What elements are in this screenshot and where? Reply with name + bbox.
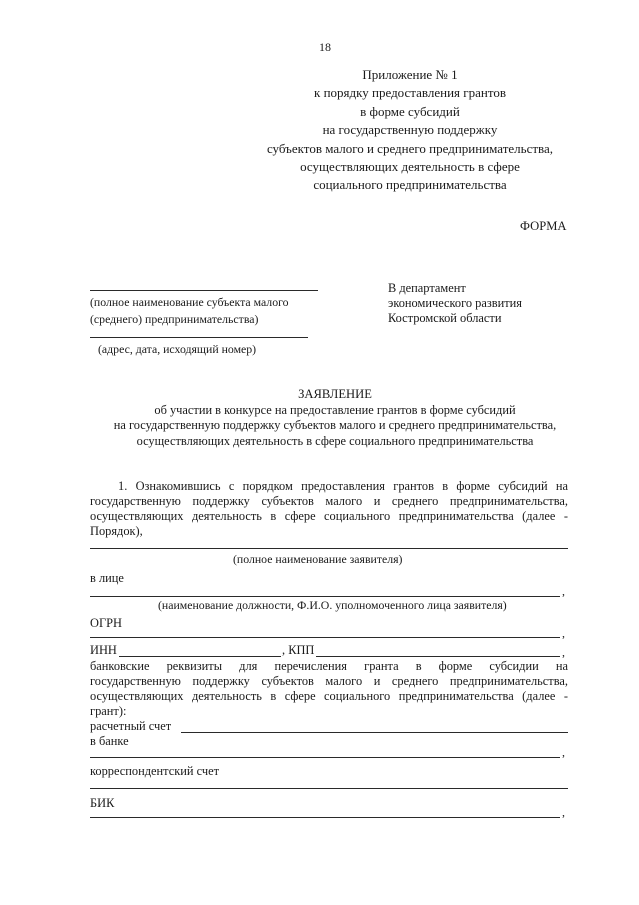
statement-title <box>60 387 610 449</box>
representative-caption: (наименование должности, Ф.И.О. уполномоченного лица заявителя) <box>158 598 507 612</box>
account-label: расчетный счет <box>90 719 172 733</box>
statement-subtitle: об участии в конкурсе на предоставление грантов в форме субсидий <box>154 402 516 417</box>
comma: , <box>562 645 565 659</box>
statement-subtitle: осуществляющих деятельность в сфере социального предпринимательства <box>136 433 534 448</box>
applicant-address-line <box>90 337 308 338</box>
paragraph-line: Порядок), <box>90 524 143 538</box>
comma: , <box>562 805 565 819</box>
appendix-line: к порядку предоставления грантов <box>314 85 506 101</box>
applicant-name-line <box>90 290 318 291</box>
paragraph-line: государственную поддержку субъектов малого и среднего предпринимательства, <box>90 494 568 508</box>
appendix-line: в форме субсидий <box>360 103 460 119</box>
recipient-line: Костромской области <box>388 311 502 325</box>
paragraph-line: 1. Ознакомившись с порядком предоставления грантов в форме субсидий на <box>118 479 568 493</box>
ogrn-field[interactable] <box>90 637 560 638</box>
kpp-label: , КПП <box>282 643 315 657</box>
bank-details-line: грант): <box>90 704 127 718</box>
comma: , <box>562 745 565 759</box>
applicant-full-name-field[interactable] <box>90 548 568 549</box>
bank-details-line: государственную поддержку субъектов малого и среднего предпринимательства, <box>90 674 568 688</box>
applicant-full-name-caption: (полное наименование заявителя) <box>233 552 403 566</box>
applicant-address-caption: (адрес, дата, исходящий номер) <box>98 342 257 356</box>
inn-label: ИНН <box>90 643 117 657</box>
comma: , <box>562 584 565 598</box>
applicant-name-caption: (полное наименование субъекта малого <box>90 295 289 309</box>
appendix-line: осуществляющих деятельность в сфере <box>300 159 520 175</box>
appendix-header <box>200 66 620 195</box>
comma: , <box>562 626 565 640</box>
form-label: ФОРМА <box>520 219 567 233</box>
recipient-line: экономического развития <box>388 296 522 310</box>
appendix-line: Приложение № 1 <box>362 67 458 82</box>
recipient-line: В департамент <box>388 281 466 295</box>
kpp-field[interactable] <box>316 656 560 657</box>
in-person-label: в лице <box>90 571 124 585</box>
bik-field[interactable] <box>90 817 560 818</box>
bank-details-line: банковские реквизиты для перечисления гранта в форме субсидии на <box>90 659 568 673</box>
bank-field[interactable] <box>90 757 560 758</box>
bik-label: БИК <box>90 796 115 810</box>
ogrn-label: ОГРН <box>90 616 122 630</box>
page-number: 18 <box>319 40 331 54</box>
representative-field[interactable] <box>90 596 560 597</box>
account-field[interactable] <box>181 732 568 733</box>
appendix-line: на государственную поддержку <box>322 122 498 138</box>
inn-field[interactable] <box>119 656 281 657</box>
bank-details-line: осуществляющих деятельность в сфере социального предпринимательства (далее - <box>90 689 568 703</box>
paragraph-line: осуществляющих деятельность в сфере социального предпринимательства (далее - <box>90 509 568 523</box>
applicant-name-caption: (среднего) предпринимательства) <box>90 312 259 326</box>
appendix-line: социального предпринимательства <box>313 177 507 193</box>
statement-subtitle: на государственную поддержку субъектов малого и среднего предпринимательства, <box>113 418 557 432</box>
bank-label: в банке <box>90 734 129 748</box>
corr-account-field[interactable] <box>90 788 568 789</box>
statement-heading: ЗАЯВЛЕНИЕ <box>298 387 372 401</box>
appendix-line: субъектов малого и среднего предпринимательства, <box>266 140 554 156</box>
corr-account-label: корреспондентский счет <box>90 764 220 778</box>
